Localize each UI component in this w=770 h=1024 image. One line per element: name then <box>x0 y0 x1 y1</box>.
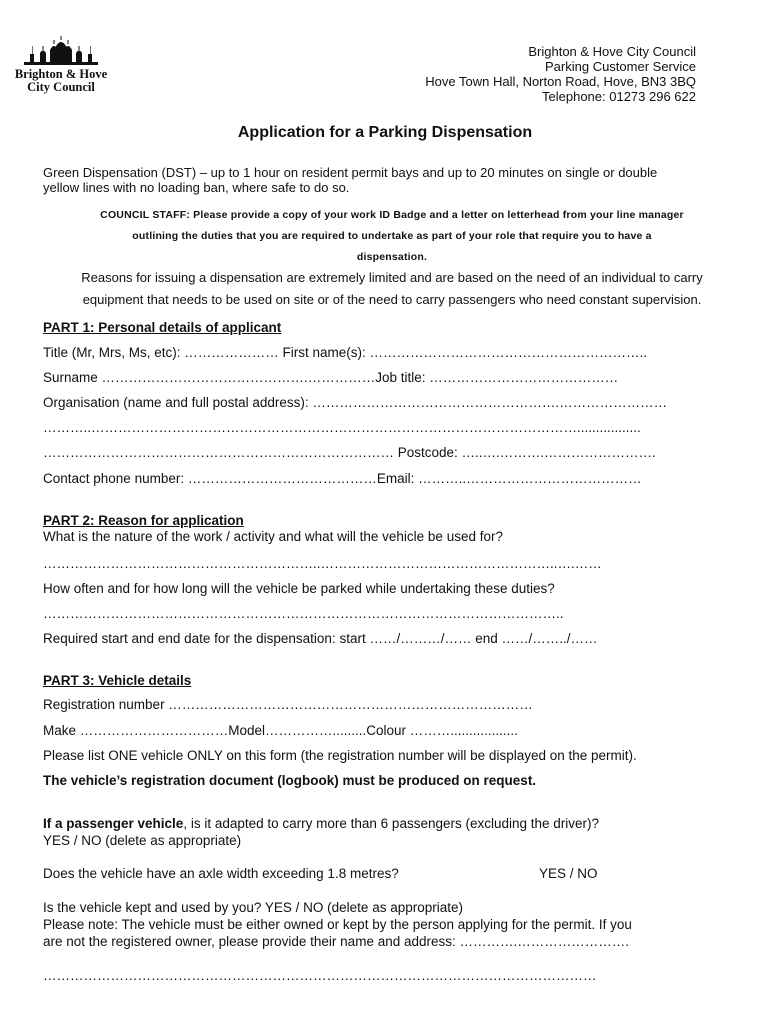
address-line-4: Telephone: 01273 296 622 <box>542 89 696 104</box>
parking-duration-answer-field[interactable]: …………………………………………………………………………………………………….. <box>43 606 564 621</box>
surname-jobtitle-field[interactable]: Surname ……………………………………….……………Job title: …………………………………… <box>43 370 619 385</box>
organisation-address-line[interactable]: ………..………………………………………………………………………………………………................. <box>43 420 641 435</box>
address-line-1: Brighton & Hove City Council <box>528 44 696 59</box>
parking-duration-question: How often and for how long will the vehicle be parked while undertaking these duties? <box>43 581 555 596</box>
staff-note-line-2: outlining the duties that you are required to undertake as part of your role that require you to have a <box>132 230 652 242</box>
intro-line-2: yellow lines with no loading ban, where safe to do so. <box>43 179 350 195</box>
page-title: Application for a Parking Dispensation <box>237 124 533 141</box>
vehicle-kept-question[interactable]: Is the vehicle kept and used by you? YES / NO (delete as appropriate) <box>43 900 463 915</box>
contact-email-field[interactable]: Contact phone number: ……………………………………Email: ………..………………………………… <box>43 471 642 486</box>
one-vehicle-note: Please list ONE vehicle ONLY on this form (the registration number will be displayed on the permit). <box>43 748 637 763</box>
passenger-vehicle-answer[interactable]: YES / NO (delete as appropriate) <box>43 833 242 848</box>
ownership-note-line-1: Please note: The vehicle must be either owned or kept by the person applying for the permit. If you <box>43 917 632 932</box>
work-nature-question: What is the nature of the work / activity and what will the vehicle be used for? <box>43 529 503 544</box>
logbook-note: The vehicle’s registration document (logbook) must be produced on request. <box>43 773 537 788</box>
logo-line-2: City Council <box>27 80 95 94</box>
make-model-colour-field[interactable]: Make ……………………………Model…………….........Colour ……….................. <box>43 723 518 738</box>
postcode-field[interactable]: …………………………………………………………………… Postcode: …..….……….……………………. <box>43 445 656 460</box>
axle-width-answer[interactable]: YES / NO <box>539 866 598 881</box>
intro-line-1: Green Dispensation (DST) – up to 1 hour on resident permit bays and up to 20 minutes on single or double <box>43 165 658 180</box>
part2-heading: PART 2: Reason for application <box>43 513 244 528</box>
part1-heading: PART 1: Personal details of applicant <box>43 320 282 335</box>
passenger-vehicle-rest: , is it adapted to carry more than 6 passengers (excluding the driver)? <box>183 816 600 831</box>
passenger-vehicle-question <box>43 816 599 831</box>
work-nature-answer-field[interactable]: ……………………………………………………..……………………………………………..….…… <box>43 556 602 571</box>
organisation-field[interactable]: Organisation (name and full postal address): ……………………………………………….…………………… <box>43 395 668 410</box>
council-logo <box>10 36 112 98</box>
council-staff-note <box>36 205 748 268</box>
registration-number-field[interactable]: Registration number ……………………………………………………………………… <box>43 697 533 712</box>
staff-note-line-3: dispensation. <box>356 251 428 263</box>
address-line-3: Hove Town Hall, Norton Road, Hove, BN3 3BQ <box>425 74 696 89</box>
logo-line-1: Brighton & Hove <box>14 67 108 81</box>
reasons-text <box>36 267 748 311</box>
title-firstname-field[interactable]: Title (Mr, Mrs, Ms, etc): ………………… First name(s): …………………………………………………….. <box>43 345 647 360</box>
reasons-line-2: equipment that needs to be used on site or of the need to carry passengers who need constant supervision. <box>82 292 702 307</box>
pavilion-skyline-icon <box>22 36 100 70</box>
council-address <box>425 44 696 104</box>
reasons-line-1: Reasons for issuing a dispensation are extremely limited and are based on the need of an individual to carry <box>81 270 703 285</box>
dispensation-dates-field[interactable]: Required start and end date for the dispensation: start ……/………/…… end ……/……../…… <box>43 631 598 646</box>
staff-note-line-1: COUNCIL STAFF: Please provide a copy of your work ID Badge and a letter on letterhead from your line manager <box>100 209 684 221</box>
axle-width-question: Does the vehicle have an axle width exceeding 1.8 metres? <box>43 866 399 881</box>
part3-heading: PART 3: Vehicle details <box>43 673 192 688</box>
ownership-note-line-2[interactable]: are not the registered owner, please provide their name and address: ………….……………………. <box>43 934 630 949</box>
address-line-2: Parking Customer Service <box>545 59 696 74</box>
intro-text <box>43 166 657 195</box>
owner-address-field[interactable]: …………………………………………………………………………………………………………… <box>43 968 597 983</box>
passenger-vehicle-bold: If a passenger vehicle <box>43 816 184 831</box>
